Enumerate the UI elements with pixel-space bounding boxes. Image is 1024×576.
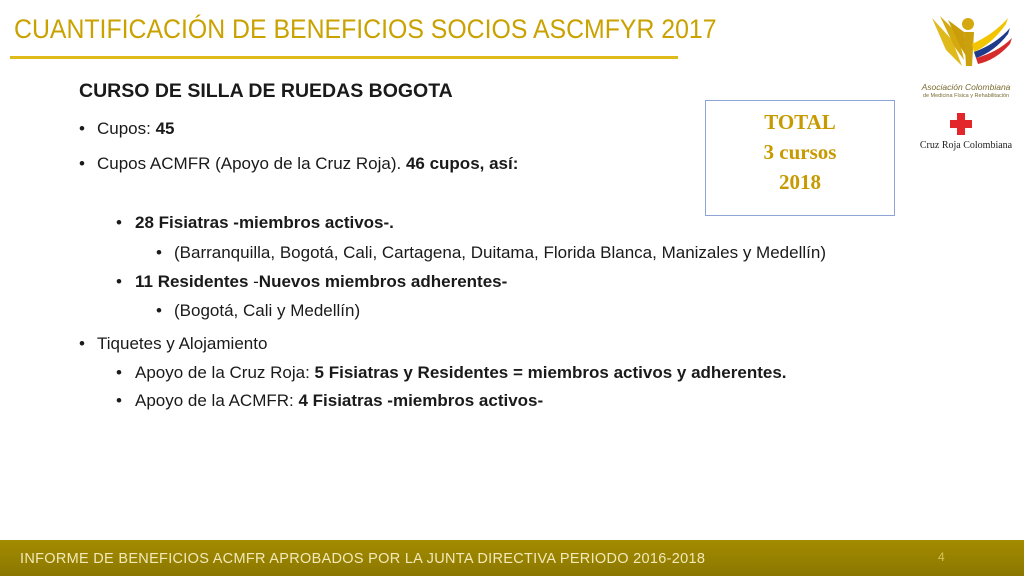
total-courses: 3 cursos [763,140,837,164]
acmfr-cupos-item [97,153,518,175]
bullet-icon: • [116,213,122,232]
residentes-count: 11 Residentes [135,272,254,291]
bullet-icon: • [116,391,122,410]
footer-text: INFORME DE BENEFICIOS ACMFR APROBADOS POR LA JUNTA DIRECTIVA PERIODO 2016-2018 [20,551,706,567]
cruz-apoyo-label: Apoyo de la Cruz Roja: [135,363,315,382]
acmfr-cupos-label: Cupos ACMFR (Apoyo de la Cruz Roja). [97,154,406,173]
bullet-icon: • [116,363,122,382]
residentes-item [135,271,507,293]
residentes-description: Nuevos miembros adherentes- [258,272,508,291]
cupos-value: 45 [155,119,175,138]
cupos-item [97,118,175,140]
cruz-roja-label: Cruz Roja Colombiana [919,140,1013,151]
total-label: TOTAL [764,110,836,134]
bullet-icon: • [116,272,122,291]
acmfr-apoyo-item [135,390,543,412]
section-heading: CURSO DE SILLA DE RUEDAS BOGOTA [79,80,453,102]
page-number: 4 [938,550,945,564]
total-year: 2018 [779,170,821,194]
acmfr-logo-subtitle: de Medicina Física y Rehabilitación [922,93,1010,99]
residentes-dash: - [253,272,259,291]
slide-title: CUANTIFICACIÓN DE BENEFICIOS SOCIOS ASCMFYR 2017 [14,14,717,44]
bullet-icon: • [156,243,162,262]
residentes-cities: (Bogotá, Cali y Medellín) [174,301,361,320]
bullet-icon: • [156,301,162,320]
bullet-icon: • [79,154,85,173]
cruz-apoyo-item [135,362,787,384]
fisiatras-cities: (Barranquilla, Bogotá, Cali, Cartagena, Duitama, Florida Blanca, Manizales y Medellín) [174,243,826,262]
cupos-label: Cupos: [97,119,156,138]
footer-bar [0,540,1024,576]
acmfr-apoyo-value: 4 Fisiatras -miembros activos- [298,391,544,410]
cruz-apoyo-value: 5 Fisiatras y Residentes = miembros activos y adherentes. [314,363,787,382]
acmfr-apoyo-label: Apoyo de la ACMFR: [135,391,299,410]
acmfr-logo-name: Asociación Colombiana [921,82,1011,92]
acmfr-cupos-value: 46 cupos, así: [405,154,519,173]
bullet-icon: • [79,334,85,353]
tiquetes-item: Tiquetes y Alojamiento [97,334,268,353]
bullet-icon: • [79,119,85,138]
fisiatras-item: 28 Fisiatras -miembros activos-. [135,213,394,232]
